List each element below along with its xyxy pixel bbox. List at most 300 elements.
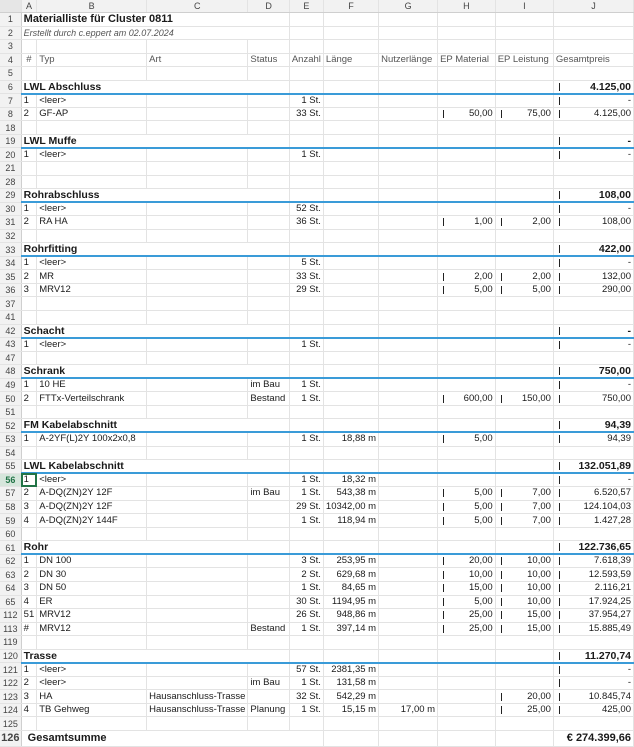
item-anzahl[interactable]: [289, 107, 323, 121]
empty-cell[interactable]: [553, 67, 633, 81]
row-header[interactable]: 120: [0, 649, 21, 663]
row-header[interactable]: 32: [0, 229, 21, 243]
empty-cell[interactable]: [379, 175, 438, 189]
empty-cell[interactable]: [21, 297, 37, 311]
item-art[interactable]: [147, 432, 248, 446]
item-ep-leistung[interactable]: [495, 554, 553, 568]
item-art[interactable]: [147, 487, 248, 501]
empty-cell[interactable]: [289, 527, 323, 541]
empty-cell[interactable]: [37, 446, 147, 460]
section-fill[interactable]: [438, 419, 496, 433]
select-all-corner[interactable]: [0, 0, 21, 13]
item-number[interactable]: [21, 432, 37, 446]
empty-cell[interactable]: [379, 229, 438, 243]
section-fill[interactable]: [289, 189, 323, 203]
empty-cell[interactable]: [21, 717, 37, 731]
item-anzahl[interactable]: [289, 216, 323, 230]
empty-cell[interactable]: [323, 121, 378, 135]
item-status[interactable]: [248, 554, 289, 568]
item-nutzerlaenge[interactable]: [379, 568, 438, 582]
item-ep-material[interactable]: [438, 581, 496, 595]
item-anzahl[interactable]: [289, 256, 323, 270]
item-nutzerlaenge[interactable]: [379, 676, 438, 690]
header-gesamtpreis[interactable]: [553, 53, 633, 67]
item-laenge[interactable]: [323, 595, 378, 609]
empty-cell[interactable]: [323, 26, 378, 40]
empty-cell[interactable]: [553, 405, 633, 419]
item-laenge[interactable]: [323, 622, 378, 636]
item-nutzerlaenge[interactable]: [379, 392, 438, 406]
item-gesamtpreis[interactable]: [553, 703, 633, 717]
item-status[interactable]: [248, 148, 289, 162]
empty-cell[interactable]: [438, 40, 496, 54]
item-number[interactable]: [21, 148, 37, 162]
item-art[interactable]: [147, 107, 248, 121]
item-gesamtpreis[interactable]: [553, 622, 633, 636]
section-total[interactable]: [553, 460, 633, 474]
item-gesamtpreis[interactable]: [553, 568, 633, 582]
item-art[interactable]: [147, 216, 248, 230]
empty-cell[interactable]: [379, 121, 438, 135]
item-number[interactable]: [21, 595, 37, 609]
item-typ[interactable]: [37, 392, 147, 406]
section-total[interactable]: [553, 365, 633, 379]
empty-cell[interactable]: [248, 717, 289, 731]
row-header[interactable]: 28: [0, 175, 21, 189]
row-header[interactable]: 43: [0, 338, 21, 352]
empty-cell[interactable]: [248, 351, 289, 365]
section-fill[interactable]: [323, 189, 378, 203]
sheet-subtitle[interactable]: Erstellt durch c.eppert am 02.07.2024: [21, 26, 289, 40]
empty-cell[interactable]: [438, 297, 496, 311]
header-ep-material[interactable]: [438, 53, 496, 67]
empty-cell[interactable]: [438, 351, 496, 365]
section-fill[interactable]: [495, 541, 553, 555]
empty-cell[interactable]: [323, 13, 378, 27]
empty-cell[interactable]: [438, 527, 496, 541]
column-header-b[interactable]: B: [37, 0, 147, 13]
empty-cell[interactable]: [248, 636, 289, 650]
section-fill[interactable]: [438, 649, 496, 663]
empty-cell[interactable]: [21, 311, 37, 325]
row-header[interactable]: 20: [0, 148, 21, 162]
section-total[interactable]: [553, 134, 633, 148]
item-ep-leistung[interactable]: [495, 392, 553, 406]
row-header[interactable]: 29: [0, 189, 21, 203]
empty-cell[interactable]: [379, 162, 438, 176]
section-fill[interactable]: [379, 365, 438, 379]
empty-cell[interactable]: [379, 405, 438, 419]
section-fill[interactable]: [495, 243, 553, 257]
column-header-i[interactable]: I: [495, 0, 553, 13]
item-status[interactable]: [248, 107, 289, 121]
item-anzahl[interactable]: [289, 392, 323, 406]
row-header[interactable]: 125: [0, 717, 21, 731]
row-header[interactable]: 119: [0, 636, 21, 650]
item-gesamtpreis[interactable]: [553, 581, 633, 595]
empty-cell[interactable]: [495, 527, 553, 541]
section-fill[interactable]: [438, 134, 496, 148]
section-fill[interactable]: [323, 80, 378, 94]
section-fill[interactable]: [379, 649, 438, 663]
empty-cell[interactable]: [37, 717, 147, 731]
empty-cell[interactable]: [495, 311, 553, 325]
empty-cell[interactable]: [248, 311, 289, 325]
section-total[interactable]: [553, 419, 633, 433]
item-status[interactable]: [248, 473, 289, 487]
item-ep-material[interactable]: [438, 256, 496, 270]
empty-cell[interactable]: [438, 636, 496, 650]
item-gesamtpreis[interactable]: [553, 609, 633, 623]
empty-cell[interactable]: [495, 121, 553, 135]
item-typ[interactable]: [37, 609, 147, 623]
item-ep-material[interactable]: [438, 94, 496, 108]
item-gesamtpreis[interactable]: [553, 663, 633, 677]
empty-cell[interactable]: [553, 446, 633, 460]
item-number[interactable]: [21, 609, 37, 623]
item-number[interactable]: [21, 663, 37, 677]
row-header[interactable]: 61: [0, 541, 21, 555]
section-name[interactable]: Rohr: [21, 541, 289, 555]
item-art[interactable]: [147, 378, 248, 392]
empty-cell[interactable]: [553, 717, 633, 731]
empty-cell[interactable]: [323, 405, 378, 419]
item-art[interactable]: [147, 690, 248, 704]
empty-cell[interactable]: [248, 527, 289, 541]
row-header[interactable]: 21: [0, 162, 21, 176]
empty-cell[interactable]: [289, 405, 323, 419]
empty-cell[interactable]: [438, 405, 496, 419]
item-laenge[interactable]: [323, 270, 378, 284]
row-header[interactable]: 35: [0, 270, 21, 284]
row-header[interactable]: 3: [0, 40, 21, 54]
item-typ[interactable]: [37, 270, 147, 284]
section-fill[interactable]: [438, 365, 496, 379]
row-header[interactable]: 41: [0, 311, 21, 325]
item-number[interactable]: [21, 487, 37, 501]
empty-cell[interactable]: [147, 121, 248, 135]
item-number[interactable]: [21, 378, 37, 392]
item-gesamtpreis[interactable]: [553, 94, 633, 108]
empty-cell[interactable]: [147, 636, 248, 650]
item-laenge[interactable]: [323, 148, 378, 162]
empty-cell[interactable]: [21, 40, 37, 54]
item-nutzerlaenge[interactable]: [379, 703, 438, 717]
item-ep-leistung[interactable]: [495, 581, 553, 595]
item-status[interactable]: [248, 202, 289, 216]
section-fill[interactable]: [323, 365, 378, 379]
empty-cell[interactable]: [553, 527, 633, 541]
item-nutzerlaenge[interactable]: [379, 256, 438, 270]
section-fill[interactable]: [323, 243, 378, 257]
empty-cell[interactable]: [289, 162, 323, 176]
empty-cell[interactable]: [379, 351, 438, 365]
item-nutzerlaenge[interactable]: [379, 283, 438, 297]
empty-cell[interactable]: [379, 730, 438, 746]
empty-cell[interactable]: [379, 527, 438, 541]
section-fill[interactable]: [323, 419, 378, 433]
item-ep-material[interactable]: [438, 202, 496, 216]
section-fill[interactable]: [438, 243, 496, 257]
empty-cell[interactable]: [323, 446, 378, 460]
empty-cell[interactable]: [438, 730, 496, 746]
empty-cell[interactable]: [553, 351, 633, 365]
item-status[interactable]: [248, 256, 289, 270]
row-header[interactable]: 113: [0, 622, 21, 636]
empty-cell[interactable]: [495, 446, 553, 460]
item-ep-material[interactable]: [438, 690, 496, 704]
item-ep-material[interactable]: [438, 487, 496, 501]
empty-cell[interactable]: [323, 311, 378, 325]
empty-cell[interactable]: [495, 175, 553, 189]
section-total[interactable]: [553, 649, 633, 663]
item-art[interactable]: [147, 338, 248, 352]
item-gesamtpreis[interactable]: [553, 216, 633, 230]
empty-cell[interactable]: [289, 311, 323, 325]
item-anzahl[interactable]: [289, 94, 323, 108]
empty-cell[interactable]: [323, 717, 378, 731]
section-name[interactable]: LWL Kabelabschnitt: [21, 460, 289, 474]
item-number[interactable]: [21, 690, 37, 704]
item-anzahl[interactable]: [289, 378, 323, 392]
item-typ[interactable]: [37, 338, 147, 352]
section-fill[interactable]: [438, 189, 496, 203]
item-gesamtpreis[interactable]: [553, 432, 633, 446]
item-ep-material[interactable]: [438, 378, 496, 392]
empty-cell[interactable]: [495, 13, 553, 27]
item-status[interactable]: [248, 703, 289, 717]
item-ep-leistung[interactable]: [495, 595, 553, 609]
item-ep-leistung[interactable]: [495, 202, 553, 216]
item-ep-leistung[interactable]: [495, 663, 553, 677]
column-header-d[interactable]: D: [248, 0, 289, 13]
item-ep-material[interactable]: [438, 609, 496, 623]
empty-cell[interactable]: [438, 13, 496, 27]
item-ep-material[interactable]: [438, 392, 496, 406]
section-fill[interactable]: [379, 460, 438, 474]
row-header[interactable]: 58: [0, 500, 21, 514]
row-header[interactable]: 2: [0, 26, 21, 40]
item-anzahl[interactable]: [289, 663, 323, 677]
empty-cell[interactable]: [21, 162, 37, 176]
row-header[interactable]: 53: [0, 432, 21, 446]
item-laenge[interactable]: [323, 473, 378, 487]
section-fill[interactable]: [379, 324, 438, 338]
grand-total-value[interactable]: [553, 730, 633, 746]
row-header[interactable]: 124: [0, 703, 21, 717]
item-anzahl[interactable]: [289, 703, 323, 717]
section-name[interactable]: Schacht: [21, 324, 289, 338]
item-art[interactable]: [147, 392, 248, 406]
section-fill[interactable]: [323, 134, 378, 148]
item-laenge[interactable]: [323, 378, 378, 392]
empty-cell[interactable]: [147, 175, 248, 189]
empty-cell[interactable]: [21, 229, 37, 243]
row-header[interactable]: 18: [0, 121, 21, 135]
item-anzahl[interactable]: [289, 487, 323, 501]
section-fill[interactable]: [289, 243, 323, 257]
section-fill[interactable]: [289, 365, 323, 379]
item-status[interactable]: [248, 270, 289, 284]
column-header-a[interactable]: A: [21, 0, 37, 13]
item-laenge[interactable]: [323, 432, 378, 446]
item-status[interactable]: [248, 663, 289, 677]
item-art[interactable]: [147, 473, 248, 487]
item-anzahl[interactable]: [289, 581, 323, 595]
item-laenge[interactable]: [323, 94, 378, 108]
item-ep-leistung[interactable]: [495, 270, 553, 284]
section-fill[interactable]: [495, 419, 553, 433]
empty-cell[interactable]: [147, 351, 248, 365]
empty-cell[interactable]: [147, 297, 248, 311]
row-header[interactable]: 4: [0, 53, 21, 67]
empty-cell[interactable]: [323, 40, 378, 54]
empty-cell[interactable]: [21, 527, 37, 541]
item-nutzerlaenge[interactable]: [379, 378, 438, 392]
empty-cell[interactable]: [289, 121, 323, 135]
item-nutzerlaenge[interactable]: [379, 609, 438, 623]
item-status[interactable]: [248, 338, 289, 352]
empty-cell[interactable]: [289, 13, 323, 27]
empty-cell[interactable]: [495, 67, 553, 81]
item-typ[interactable]: [37, 690, 147, 704]
item-art[interactable]: [147, 148, 248, 162]
item-ep-material[interactable]: [438, 554, 496, 568]
empty-cell[interactable]: [147, 67, 248, 81]
empty-cell[interactable]: [438, 26, 496, 40]
item-typ[interactable]: [37, 487, 147, 501]
item-gesamtpreis[interactable]: [553, 107, 633, 121]
item-ep-material[interactable]: [438, 514, 496, 528]
empty-cell[interactable]: [323, 527, 378, 541]
item-laenge[interactable]: [323, 338, 378, 352]
empty-cell[interactable]: [323, 67, 378, 81]
item-nutzerlaenge[interactable]: [379, 148, 438, 162]
item-laenge[interactable]: [323, 514, 378, 528]
item-number[interactable]: [21, 581, 37, 595]
empty-cell[interactable]: [248, 162, 289, 176]
item-laenge[interactable]: [323, 554, 378, 568]
item-number[interactable]: [21, 622, 37, 636]
section-fill[interactable]: [438, 460, 496, 474]
empty-cell[interactable]: [379, 311, 438, 325]
item-status[interactable]: [248, 676, 289, 690]
item-number[interactable]: [21, 500, 37, 514]
empty-cell[interactable]: [21, 351, 37, 365]
item-ep-leistung[interactable]: [495, 256, 553, 270]
empty-cell[interactable]: [248, 229, 289, 243]
row-header[interactable]: 1: [0, 13, 21, 27]
row-header[interactable]: 36: [0, 283, 21, 297]
item-gesamtpreis[interactable]: [553, 256, 633, 270]
row-header[interactable]: 47: [0, 351, 21, 365]
header-status[interactable]: [248, 53, 289, 67]
row-header[interactable]: 126: [1, 732, 20, 745]
item-number[interactable]: [21, 554, 37, 568]
empty-cell[interactable]: [21, 405, 37, 419]
item-anzahl[interactable]: [289, 609, 323, 623]
item-number[interactable]: [21, 216, 37, 230]
item-art[interactable]: [147, 676, 248, 690]
empty-cell[interactable]: [438, 311, 496, 325]
item-gesamtpreis[interactable]: [553, 270, 633, 284]
section-fill[interactable]: [323, 649, 378, 663]
item-art[interactable]: [147, 595, 248, 609]
row-header[interactable]: 49: [0, 378, 21, 392]
item-nutzerlaenge[interactable]: [379, 107, 438, 121]
empty-cell[interactable]: [553, 229, 633, 243]
empty-cell[interactable]: [323, 351, 378, 365]
row-header[interactable]: 62: [0, 554, 21, 568]
header-ep-leistung[interactable]: [495, 53, 553, 67]
empty-cell[interactable]: [37, 527, 147, 541]
empty-cell[interactable]: [438, 175, 496, 189]
item-laenge[interactable]: [323, 703, 378, 717]
section-fill[interactable]: [323, 460, 378, 474]
header-nutzerlaenge[interactable]: [379, 53, 438, 67]
empty-cell[interactable]: [37, 636, 147, 650]
item-ep-material[interactable]: [438, 663, 496, 677]
section-fill[interactable]: [495, 80, 553, 94]
item-number[interactable]: [21, 676, 37, 690]
section-fill[interactable]: [495, 365, 553, 379]
item-anzahl[interactable]: [289, 568, 323, 582]
item-laenge[interactable]: [323, 487, 378, 501]
item-ep-leistung[interactable]: [495, 690, 553, 704]
item-laenge[interactable]: [323, 581, 378, 595]
item-typ[interactable]: [37, 216, 147, 230]
item-anzahl[interactable]: [289, 595, 323, 609]
item-gesamtpreis[interactable]: [553, 202, 633, 216]
item-status[interactable]: [248, 94, 289, 108]
empty-cell[interactable]: [438, 121, 496, 135]
empty-cell[interactable]: [495, 26, 553, 40]
empty-cell[interactable]: [37, 229, 147, 243]
item-laenge[interactable]: [323, 609, 378, 623]
sheet-title[interactable]: Materialliste für Cluster 0811: [21, 13, 289, 27]
empty-cell[interactable]: [289, 636, 323, 650]
empty-cell[interactable]: [553, 636, 633, 650]
section-total[interactable]: [553, 541, 633, 555]
item-nutzerlaenge[interactable]: [379, 622, 438, 636]
row-header[interactable]: 55: [0, 460, 21, 474]
section-fill[interactable]: [379, 419, 438, 433]
row-header[interactable]: 65: [0, 595, 21, 609]
item-art[interactable]: [147, 270, 248, 284]
row-header[interactable]: 57: [0, 487, 21, 501]
item-typ[interactable]: [37, 378, 147, 392]
section-name[interactable]: Schrank: [21, 365, 289, 379]
item-anzahl[interactable]: [289, 283, 323, 297]
item-ep-leistung[interactable]: [495, 107, 553, 121]
empty-cell[interactable]: [495, 730, 553, 746]
item-gesamtpreis[interactable]: [553, 378, 633, 392]
section-total[interactable]: [553, 189, 633, 203]
row-header[interactable]: 5: [0, 67, 21, 81]
section-fill[interactable]: [289, 649, 323, 663]
item-number[interactable]: [21, 514, 37, 528]
item-art[interactable]: [147, 94, 248, 108]
item-ep-material[interactable]: [438, 473, 496, 487]
row-header[interactable]: 59: [0, 514, 21, 528]
item-ep-leistung[interactable]: [495, 94, 553, 108]
item-gesamtpreis[interactable]: [553, 283, 633, 297]
item-status[interactable]: [248, 500, 289, 514]
empty-cell[interactable]: [495, 297, 553, 311]
empty-cell[interactable]: [553, 13, 633, 27]
item-typ[interactable]: [37, 703, 147, 717]
item-anzahl[interactable]: [289, 690, 323, 704]
